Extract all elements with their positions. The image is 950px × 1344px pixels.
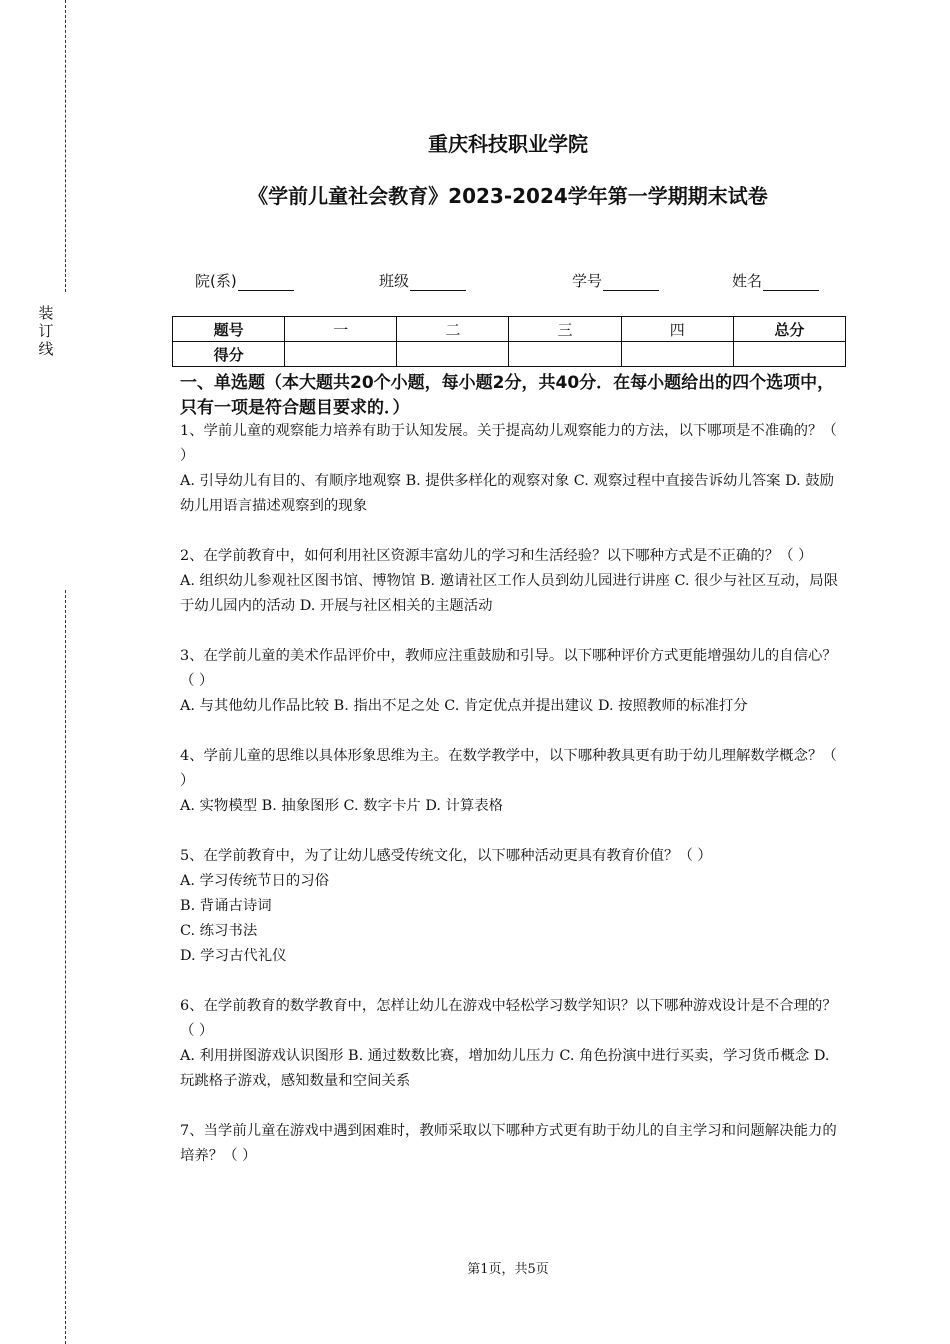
question-stem: 5、在学前教育中，为了让幼儿感受传统文化，以下哪种活动更具有教育价值？（ ） bbox=[180, 848, 712, 864]
score-table-header-cell: 三 bbox=[509, 317, 621, 342]
school-name: 重庆科技职业学院 bbox=[428, 132, 588, 156]
question-item bbox=[180, 644, 842, 719]
question-stem: 4、学前儿童的思维以具体形象思维为主。在数学教学中，以下哪种教具更有助于幼儿理解数学概念？（ ） bbox=[180, 748, 837, 789]
score-table-header-cell: 总分 bbox=[733, 317, 845, 342]
question-item bbox=[180, 1119, 842, 1169]
name-blank[interactable] bbox=[763, 274, 819, 291]
binding-char: 装 bbox=[38, 304, 54, 322]
dept-label: 院(系) bbox=[195, 272, 237, 290]
class-label: 班级 bbox=[379, 272, 410, 290]
question-option: C. 练习书法 bbox=[180, 923, 258, 939]
score-table-header-row bbox=[173, 317, 846, 342]
dept-blank[interactable] bbox=[238, 274, 294, 291]
class-field[interactable] bbox=[379, 270, 466, 291]
question-options: A. 与其他幼儿作品比较 B. 指出不足之处 C. 肯定优点并提出建议 D. 按照教师的标准打分 bbox=[180, 698, 748, 714]
score-cell[interactable] bbox=[397, 342, 509, 367]
question-stem: 1、学前儿童的观察能力培养有助于认知发展。关于提高幼儿观察能力的方法，以下哪项是不准确的？（ ） bbox=[180, 423, 837, 464]
score-row-label: 得分 bbox=[173, 342, 285, 367]
question-options: A. 利用拼图游戏认识图形 B. 通过数数比赛，增加幼儿压力 C. 角色扮演中进行买卖，学习货币概念 D. 玩跳格子游戏，感知数量和空间关系 bbox=[180, 1048, 830, 1089]
student-info-row bbox=[0, 270, 950, 294]
binding-char: 订 bbox=[38, 322, 54, 340]
binding-char: 线 bbox=[38, 340, 54, 358]
score-cell[interactable] bbox=[509, 342, 621, 367]
question-item bbox=[180, 744, 842, 819]
score-cell[interactable] bbox=[285, 342, 397, 367]
question-stem: 6、在学前教育的数学教育中，怎样让幼儿在游戏中轻松学习数学知识？以下哪种游戏设计是不合理的？（ ） bbox=[180, 998, 837, 1039]
score-cell[interactable] bbox=[733, 342, 845, 367]
student-no-blank[interactable] bbox=[603, 274, 659, 291]
question-options: A. 引导幼儿有目的、有顺序地观察 B. 提供多样化的观察对象 C. 观察过程中直接告诉幼儿答案 D. 鼓励幼儿用语言描述观察到的现象 bbox=[180, 473, 835, 514]
score-cell[interactable] bbox=[621, 342, 733, 367]
question-stem: 2、在学前教育中，如何利用社区资源丰富幼儿的学习和生活经验？以下哪种方式是不正确的？（ ） bbox=[180, 548, 813, 564]
score-table-header-cell: 题号 bbox=[173, 317, 285, 342]
student-no-label: 学号 bbox=[572, 272, 603, 290]
question-item bbox=[180, 544, 842, 619]
question-option: D. 学习古代礼仪 bbox=[180, 948, 287, 964]
binding-label bbox=[37, 304, 55, 358]
name-field[interactable] bbox=[732, 270, 819, 291]
section-heading: 一、单选题（本大题共20个小题，每小题2分，共40分．在每小题给出的四个选项中，只有一项是符合题目要求的．） bbox=[180, 373, 835, 418]
exam-title: 《学前儿童社会教育》2023-2024学年第一学期期末试卷 bbox=[248, 184, 768, 208]
question-item bbox=[180, 419, 842, 519]
question-option: B. 背诵古诗词 bbox=[180, 898, 272, 914]
score-table bbox=[172, 316, 846, 367]
binding-line-bottom bbox=[65, 590, 66, 1344]
question-options: A. 实物模型 B. 抽象图形 C. 数字卡片 D. 计算表格 bbox=[180, 798, 504, 814]
score-table-header-cell: 二 bbox=[397, 317, 509, 342]
student-no-field[interactable] bbox=[572, 270, 659, 291]
question-item bbox=[180, 844, 842, 969]
question-stem: 3、在学前儿童的美术作品评价中，教师应注重鼓励和引导。以下哪种评价方式更能增强幼儿的自信心？（ ） bbox=[180, 648, 837, 689]
score-table-score-row bbox=[173, 342, 846, 367]
question-list bbox=[180, 419, 842, 1194]
question-option: A. 学习传统节日的习俗 bbox=[180, 873, 330, 889]
question-stem: 7、当学前儿童在游戏中遇到困难时，教师采取以下哪种方式更有助于幼儿的自主学习和问题解决能力的培养？（ ） bbox=[180, 1123, 837, 1164]
page-footer: 第1页，共5页 bbox=[467, 1262, 549, 1277]
question-item bbox=[180, 994, 842, 1094]
score-table-header-cell: 四 bbox=[621, 317, 733, 342]
score-table-header-cell: 一 bbox=[285, 317, 397, 342]
class-blank[interactable] bbox=[410, 274, 466, 291]
dept-field[interactable] bbox=[195, 270, 294, 291]
question-options: A. 组织幼儿参观社区图书馆、博物馆 B. 邀请社区工作人员到幼儿园进行讲座 C. 很少与社区互动，局限于幼儿园内的活动 D. 开展与社区相关的主题活动 bbox=[180, 573, 839, 614]
name-label: 姓名 bbox=[732, 272, 763, 290]
